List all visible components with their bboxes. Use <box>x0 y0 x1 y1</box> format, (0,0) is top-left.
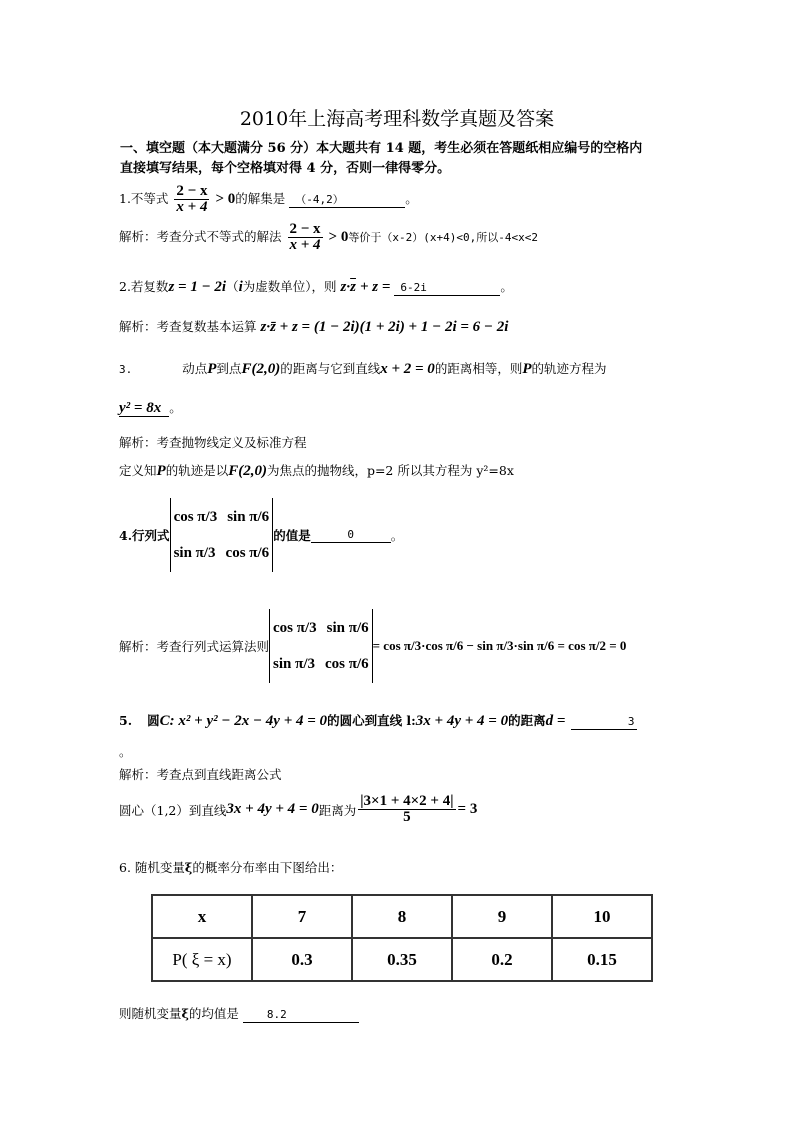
question-1: 1.不等式 $\frac{2 - x}{x + 4}$ > 0的解集是 （-4,2） 。 <box>119 183 418 215</box>
q2-analysis: 解析：考查复数基本运算 z·z̄ + z = (1 − 2i)(1 + 2i) + 1 − 2i = 6 − 2i <box>119 319 509 335</box>
table-cell: x <box>152 895 252 938</box>
table-cell: 9 <box>452 895 552 938</box>
q6-answer: 8.2 <box>243 1008 359 1023</box>
q1-analysis: 解析：考查分式不等式的解法 $\frac{2 - x}{x + 4}$ > 0等价于（x-2）(x+4)<0,所以-4<x<2 <box>119 221 538 253</box>
page-title: 2010年上海高考理科数学真题及答案 <box>239 108 555 130</box>
q2-answer: 6-2i <box>394 281 500 296</box>
table-cell: 0.15 <box>552 938 652 981</box>
table-cell: 0.3 <box>252 938 352 981</box>
q4-analysis: 解析：考查行列式运算法则 cos π/3 sin π/6 sin π/3 cos π/6 = cos π/3·cos π/6 − sin π/3·sin π/6 = cos π/2 = 0 <box>119 609 626 683</box>
q3-analysis-2: 定义知P的轨迹是以F(2,0)为焦点的抛物线，p=2 所以其方程为 y²=8x <box>119 463 514 479</box>
question-4: 4.行列式 cos π/3 sin π/6 sin π/3 cos π/6 的值是 0 。 <box>119 498 403 572</box>
table-cell: 0.35 <box>352 938 452 981</box>
distribution-table <box>151 894 653 982</box>
q5-analysis-2: 圆心（1,2）到直线 3x + 4y + 4 = 0 距离为 $\frac{|3\times 1 + 4\times 2 + 4|}{5}$ = 3 <box>119 793 478 825</box>
table-header-row <box>152 895 652 938</box>
question-3: 3. 动点P到点F(2,0)的距离与它到直线x + 2 = 0的距离相等，则P的轨迹方程为 <box>119 361 607 377</box>
table-cell: 10 <box>552 895 652 938</box>
question-6: 6. 随机变量ξ的概率分布率由下图给出： <box>119 860 343 875</box>
question-5: 5. 圆C: x² + y² − 2x − 4y + 4 = 0的圆心到直线 l:3x + 4y + 4 = 0的距离d = 3 <box>119 713 635 729</box>
q5-analysis-1: 解析：考查点到直线距离公式 <box>119 767 282 782</box>
table-cell: P( ξ = x) <box>152 938 252 981</box>
table-cell: 8 <box>352 895 452 938</box>
section-instructions: 一、填空题（本大题满分 56 分）本大题共有 14 题，考生必须在答题纸相应编号的空格内 直接填写结果，每个空格填对得 4 分，否则一律得零分。 <box>120 141 643 176</box>
table-cell: 7 <box>252 895 352 938</box>
q4-determinant: cos π/3 sin π/6 sin π/3 cos π/6 <box>170 498 274 572</box>
q4-answer: 0 <box>311 528 391 543</box>
table-row <box>152 938 652 981</box>
q5-answer: 3 <box>571 715 637 730</box>
q1-answer: （-4,2） <box>289 193 405 208</box>
q5-end: 。 <box>119 744 132 759</box>
q3-answer: y² = 8x 。 <box>119 400 182 416</box>
table-cell: 0.2 <box>452 938 552 981</box>
q3-analysis-1: 解析：考查抛物线定义及标准方程 <box>119 435 307 450</box>
question-2: 2.若复数z = 1 − 2i（i为虚数单位），则 $z\cdot\overline{z} + z = 6-2i$ 。 <box>119 279 513 295</box>
q6-mean: 则随机变量ξ的均值是 8.2 <box>119 1004 359 1023</box>
